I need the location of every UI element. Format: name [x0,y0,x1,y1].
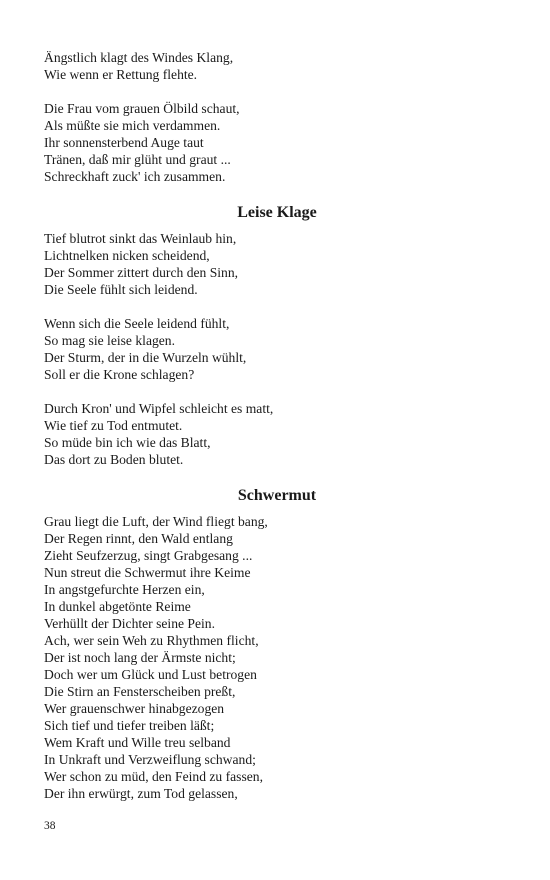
verse-line: Schreckhaft zuck' ich zusammen. [44,169,226,184]
verse-line: Wem Kraft und Wille treu selband [44,735,231,750]
verse-line: Nun streut die Schwermut ihre Keime [44,565,251,580]
verse-line: In angstgefurchte Herzen ein, [44,582,205,597]
verse-line: Verhüllt der Dichter seine Pein. [44,616,216,631]
poem1-stanza-1 [44,230,514,298]
verse-line: Der Regen rinnt, den Wald entlang [44,531,233,546]
continuation-stanza-2 [44,100,514,185]
continuation-stanza-1 [44,49,514,83]
verse-line: Sich tief und tiefer treiben läßt; [44,718,215,733]
verse-line: Zieht Seufzerzug, singt Grabgesang ... [44,548,253,563]
verse-line: Tränen, daß mir glüht und graut ... [44,152,231,167]
verse-line: Wer grauenschwer hinabgezogen [44,701,225,716]
verse-line: Ängstlich klagt des Windes Klang, [44,50,234,65]
poem-title-leise-klage: Leise Klage [237,204,317,221]
verse-line: Wie wenn er Rettung flehte. [44,67,198,82]
verse-line: Grau liegt die Luft, der Wind fliegt bang, [44,514,268,529]
verse-line: Lichtnelken nicken scheidend, [44,248,210,263]
verse-line: Der ist noch lang der Ärmste nicht; [44,650,236,665]
verse-line: Ach, wer sein Weh zu Rhythmen flicht, [44,633,259,648]
verse-line: Als müßte sie mich verdammen. [44,118,221,133]
poem1-stanza-2 [44,315,514,383]
verse-line: Tief blutrot sinkt das Weinlaub hin, [44,231,237,246]
verse-line: Ihr sonnensterbend Auge taut [44,135,204,150]
verse-line: Soll er die Krone schlagen? [44,367,195,382]
poem-title-schwermut: Schwermut [237,487,317,504]
page-number: 38 [44,820,56,832]
verse-line: Die Stirn an Fensterscheiben preßt, [44,684,236,699]
verse-line: So müde bin ich wie das Blatt, [44,435,211,450]
verse-line: Der ihn erwürgt, zum Tod gelassen, [44,786,238,801]
verse-line: Wer schon zu müd, den Feind zu fassen, [44,769,263,784]
poem2-stanza [44,513,514,802]
verse-line: Doch wer um Glück und Lust betrogen [44,667,257,682]
verse-line: Der Sturm, der in die Wurzeln wühlt, [44,350,247,365]
verse-line: In Unkraft und Verzweiflung schwand; [44,752,256,767]
verse-line: In dunkel abgetönte Reime [44,599,191,614]
verse-line: So mag sie leise klagen. [44,333,175,348]
verse-line: Das dort zu Boden blutet. [44,452,184,467]
verse-line: Durch Kron' und Wipfel schleicht es matt, [44,401,274,416]
verse-line: Die Seele fühlt sich leidend. [44,282,198,297]
verse-line: Wenn sich die Seele leidend fühlt, [44,316,230,331]
page-text [44,49,514,802]
verse-line: Wie tief zu Tod entmutet. [44,418,183,433]
verse-line: Die Frau vom grauen Ölbild schaut, [44,101,240,116]
verse-line: Der Sommer zittert durch den Sinn, [44,265,239,280]
poem1-stanza-3 [44,400,514,468]
